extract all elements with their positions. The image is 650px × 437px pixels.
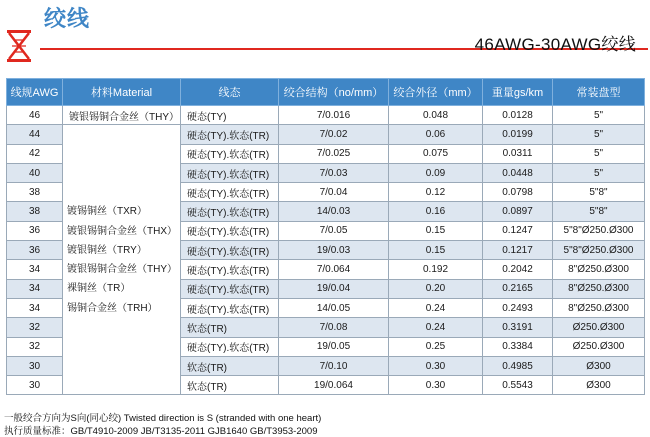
cell-awg: 32: [7, 318, 63, 337]
cell-weight: 0.0199: [483, 125, 553, 144]
cell-structure: 7/0.08: [279, 318, 389, 337]
stranded-wire-logo-icon: [6, 30, 32, 62]
cell-state: 硬态(TY).软态(TR): [181, 183, 279, 202]
cell-spool: 5"8": [553, 202, 645, 221]
cell-od: 0.30: [389, 356, 483, 375]
cell-od: 0.16: [389, 202, 483, 221]
col-header-spool: 常装盘型: [553, 79, 645, 106]
cell-state: 硬态(TY).软态(TR): [181, 125, 279, 144]
cell-state: 硬态(TY).软态(TR): [181, 221, 279, 240]
cell-awg: 34: [7, 260, 63, 279]
cell-od: 0.192: [389, 260, 483, 279]
cell-awg: 34: [7, 279, 63, 298]
cell-awg: 30: [7, 356, 63, 375]
cell-awg: 32: [7, 337, 63, 356]
material-list-cell: [63, 125, 181, 395]
cell-state: 硬态(TY).软态(TR): [181, 260, 279, 279]
cell-spool: Ø250.Ø300: [553, 337, 645, 356]
cell-structure: 7/0.016: [279, 106, 389, 125]
cell-od: 0.075: [389, 144, 483, 163]
cell-od: 0.048: [389, 106, 483, 125]
table-header-row: [7, 79, 645, 106]
twist-direction-note: 一般绞合方向为S向(同心绞) Twisted direction is S (stranded with one heart): [4, 413, 322, 424]
cell-od: 0.24: [389, 298, 483, 317]
cell-awg: 30: [7, 376, 63, 395]
cell-weight: 0.3384: [483, 337, 553, 356]
page-subtitle: 46AWG-30AWG绞线: [474, 35, 636, 54]
cell-structure: 14/0.03: [279, 202, 389, 221]
cell-weight: 0.0897: [483, 202, 553, 221]
cell-spool: 8"Ø250.Ø300: [553, 260, 645, 279]
cell-structure: 19/0.05: [279, 337, 389, 356]
col-header-od: 绞合外径（mm）: [389, 79, 483, 106]
cell-weight: 0.2493: [483, 298, 553, 317]
cell-od: 0.06: [389, 125, 483, 144]
cell-weight: 0.0448: [483, 163, 553, 182]
cell-spool: 5": [553, 144, 645, 163]
cell-awg: 38: [7, 183, 63, 202]
cell-structure: 19/0.04: [279, 279, 389, 298]
cell-structure: 14/0.05: [279, 298, 389, 317]
cell-spool: 8"Ø250.Ø300: [553, 298, 645, 317]
cell-state: 硬态(TY).软态(TR): [181, 279, 279, 298]
cell-state: 硬态(TY).软态(TR): [181, 163, 279, 182]
cell-spool: 5"8"Ø250.Ø300: [553, 241, 645, 260]
cell-weight: 0.0798: [483, 183, 553, 202]
cell-od: 0.25: [389, 337, 483, 356]
cell-weight: 0.5543: [483, 376, 553, 395]
quality-standard-note: 执行质量标准：GB/T4910-2009 JB/T3135-2011 GJB1640 GB/T3953-2009: [4, 426, 318, 437]
strand-spec-table: [6, 78, 645, 395]
cell-structure: 7/0.05: [279, 221, 389, 240]
cell-state: 硬态(TY).软态(TR): [181, 298, 279, 317]
cell-awg: 38: [7, 202, 63, 221]
material-item: 裸铜丝（TR）: [67, 283, 131, 295]
material-item: 镀银锡铜合金丝（THX）: [67, 225, 177, 237]
cell-weight: 0.0311: [483, 144, 553, 163]
cell-awg: 36: [7, 221, 63, 240]
cell-state: 硬态(TY).软态(TR): [181, 144, 279, 163]
cell-structure: 7/0.04: [279, 183, 389, 202]
cell-awg: 42: [7, 144, 63, 163]
cell-structure: 7/0.03: [279, 163, 389, 182]
cell-material: 镀银锡铜合金丝（THY）: [63, 106, 181, 125]
page-title: 绞线: [44, 6, 91, 31]
cell-od: 0.15: [389, 221, 483, 240]
cell-od: 0.09: [389, 163, 483, 182]
material-item: 锡铜合金丝（TRH）: [67, 302, 158, 314]
cell-awg: 34: [7, 298, 63, 317]
cell-od: 0.30: [389, 376, 483, 395]
cell-weight: 0.1217: [483, 241, 553, 260]
cell-spool: 5"8": [553, 183, 645, 202]
cell-state: 硬态(TY).软态(TR): [181, 337, 279, 356]
cell-state: 硬态(TY): [181, 106, 279, 125]
cell-spool: 5": [553, 106, 645, 125]
cell-weight: 0.4985: [483, 356, 553, 375]
cell-weight: 0.2042: [483, 260, 553, 279]
cell-structure: 7/0.025: [279, 144, 389, 163]
col-header-state: 线态: [181, 79, 279, 106]
cell-spool: 5": [553, 163, 645, 182]
cell-spool: 5"8"Ø250.Ø300: [553, 221, 645, 240]
material-item: 镀银锡铜合金丝（THY）: [67, 264, 177, 276]
cell-od: 0.24: [389, 318, 483, 337]
cell-od: 0.15: [389, 241, 483, 260]
table-row: [7, 106, 645, 125]
cell-state: 软态(TR): [181, 318, 279, 337]
cell-structure: 19/0.064: [279, 376, 389, 395]
col-header-awg: 线规AWG: [7, 79, 63, 106]
cell-structure: 7/0.10: [279, 356, 389, 375]
material-item: 镀锡铜丝（TXR）: [67, 206, 147, 218]
cell-weight: 0.3191: [483, 318, 553, 337]
cell-od: 0.12: [389, 183, 483, 202]
cell-structure: 19/0.03: [279, 241, 389, 260]
col-header-material: 材料Material: [63, 79, 181, 106]
cell-awg: 44: [7, 125, 63, 144]
cell-od: 0.20: [389, 279, 483, 298]
cell-spool: Ø250.Ø300: [553, 318, 645, 337]
cell-awg: 36: [7, 241, 63, 260]
cell-state: 硬态(TY).软态(TR): [181, 241, 279, 260]
table-row: [7, 125, 645, 144]
cell-weight: 0.2165: [483, 279, 553, 298]
cell-spool: 8"Ø250.Ø300: [553, 279, 645, 298]
material-item: 镀银铜丝（TRY）: [67, 244, 147, 256]
col-header-structure: 绞合结构（no/mm）: [279, 79, 389, 106]
cell-state: 软态(TR): [181, 356, 279, 375]
cell-structure: 7/0.064: [279, 260, 389, 279]
col-header-weight: 重量gs/km: [483, 79, 553, 106]
cell-state: 软态(TR): [181, 376, 279, 395]
cell-spool: Ø300: [553, 356, 645, 375]
cell-structure: 7/0.02: [279, 125, 389, 144]
cell-spool: 5": [553, 125, 645, 144]
cell-state: 硬态(TY).软态(TR): [181, 202, 279, 221]
cell-weight: 0.0128: [483, 106, 553, 125]
cell-awg: 40: [7, 163, 63, 182]
cell-weight: 0.1247: [483, 221, 553, 240]
cell-awg: 46: [7, 106, 63, 125]
cell-spool: Ø300: [553, 376, 645, 395]
